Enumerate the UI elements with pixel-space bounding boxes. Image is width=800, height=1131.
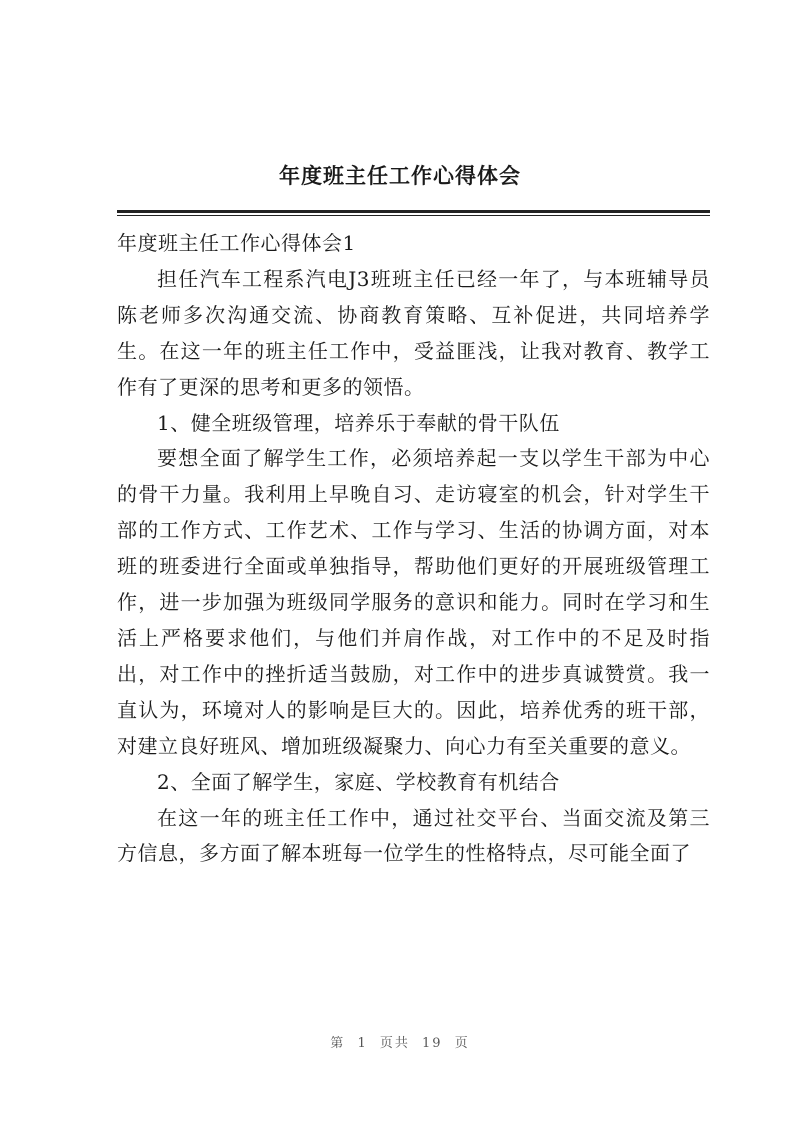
paragraph: 在这一年的班主任工作中，通过社交平台、当面交流及第三方信息，多方面了解本班每一位学生的性格特点，尽可能全面了 <box>117 805 710 866</box>
subheading: 1、健全班级管理，培养乐于奉献的骨干队伍 <box>157 410 560 435</box>
title-rule-thin <box>117 215 710 216</box>
footer-total-pages: 19 <box>422 1036 443 1051</box>
footer-suffix: 页 <box>454 1036 470 1051</box>
document-title: 年度班主任工作心得体会 <box>279 164 521 188</box>
paragraph: 要想全面了解学生工作，必须培养起一支以学生干部为中心的骨干力量。我利用上早晚自习、走访寝室的机会，针对学生干部的工作方式、工作艺术、工作与学习、生活的协调方面，对本班的班委进行全面或单独指导，帮助他们更好的开展班级管理工作，进一步加强为班级同学服务的意识和能力。同时在学习和生活上严格要求他们，与他们并肩作战，对工作中的不足及时指出，对工作中的挫折适当鼓励，对工作中的进步真诚赞赏。我一直认为，环境对人的影响是巨大的。因此，培养优秀的班干部，对建立良好班风、增加班级凝聚力、向心力有至关重要的意义。 <box>117 446 710 758</box>
title-rule-thick <box>117 210 710 213</box>
footer-prefix: 第 <box>330 1036 346 1051</box>
footer-page-number: 1 <box>357 1036 368 1051</box>
document-body <box>117 226 710 872</box>
paragraph: 担任汽车工程系汽电J3班班主任已经一年了，与本班辅导员陈老师多次沟通交流、协商教育策略、互补促进，共同培养学生。在这一年的班主任工作中，受益匪浅，让我对教育、教学工作有了更深的思考和更多的领悟。 <box>117 266 710 399</box>
page-footer <box>0 1032 800 1051</box>
subheading: 2、全面了解学生，家庭、学校教育有机结合 <box>157 769 560 794</box>
footer-middle: 页共 <box>379 1036 410 1051</box>
section-heading: 年度班主任工作心得体会1 <box>117 231 356 255</box>
